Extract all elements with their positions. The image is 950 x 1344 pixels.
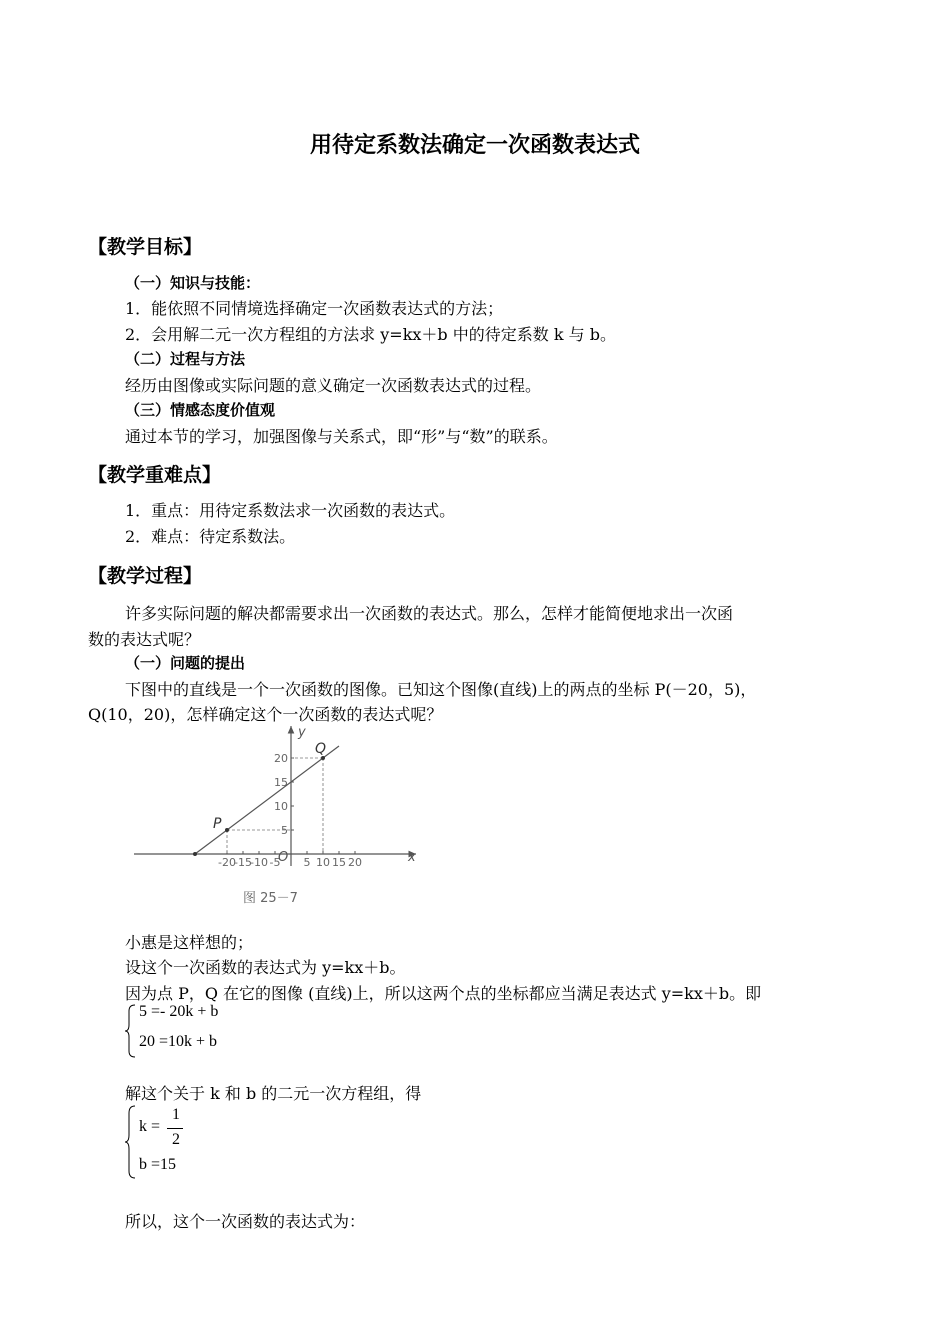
problem-heading: （一）问题的提出 xyxy=(125,654,246,672)
key-point-item-1: 1．重点：用待定系数法求一次函数的表达式。 xyxy=(125,501,456,520)
point-p xyxy=(225,828,229,832)
x-tick-label: 15 xyxy=(332,856,346,869)
y-tick-label: 20 xyxy=(274,752,288,765)
process-method-heading: （二）过程与方法 xyxy=(125,350,246,368)
x-tick-label: 20 xyxy=(348,856,362,869)
key-point-item-2: 2．难点：待定系数法。 xyxy=(125,527,296,546)
left-brace-icon xyxy=(125,1003,137,1059)
x-intercept-point xyxy=(193,852,197,856)
x-tick-label: 5 xyxy=(303,856,311,869)
k-denominator: 2 xyxy=(172,1131,180,1148)
knowledge-item-2: 2．会用解二元一次方程组的方法求 y=kx＋b 中的待定系数 k 与 b。 xyxy=(125,325,616,344)
system-1-equation-1: 5 =- 20k + b xyxy=(139,1003,219,1020)
attitude-text: 通过本节的学习，加强图像与关系式，即“形”与“数”的联系。 xyxy=(125,427,558,446)
equation-system-1 xyxy=(125,1003,345,1059)
page-title: 用待定系数法确定一次函数表达式 xyxy=(309,133,640,158)
knowledge-item-1: 1．能依照不同情境选择确定一次函数表达式的方法； xyxy=(125,299,504,318)
x-tick-label: -5 xyxy=(269,856,281,869)
solution-line-3: 因为点 P，Q 在它的图像 (直线)上，所以这两个点的坐标都应当满足表达式 y=kx＋b。即 xyxy=(125,984,762,1003)
y-axis-label: y xyxy=(298,725,306,740)
left-brace-icon xyxy=(125,1104,137,1180)
x-tick-label: -15 xyxy=(234,856,252,869)
linear-function-figure xyxy=(128,724,428,914)
y-tick-label: 5 xyxy=(281,824,288,837)
process-heading: 【教学过程】 xyxy=(88,565,203,587)
conclusion-text: 所以，这个一次函数的表达式为： xyxy=(125,1212,366,1231)
y-tick-label: 10 xyxy=(274,800,288,813)
point-p-label: P xyxy=(213,816,222,832)
solve-text: 解这个关于 k 和 b 的二元一次方程组，得 xyxy=(125,1084,422,1103)
point-q-label: Q xyxy=(315,741,327,757)
origin-label: O xyxy=(278,850,289,865)
problem-line-1: 下图中的直线是一个一次函数的图像。已知这个图像(直线)上的两点的坐标 P(－20，5)， xyxy=(125,680,757,699)
fraction-bar xyxy=(167,1128,183,1129)
x-tick-label: -20 xyxy=(218,856,236,869)
solution-line-1: 小惠是这样想的； xyxy=(125,933,254,952)
figure-caption: 图 25－7 xyxy=(243,891,298,906)
key-points-heading: 【教学重难点】 xyxy=(88,464,222,486)
attitude-heading: （三）情感态度价值观 xyxy=(125,401,276,419)
problem-line-2: Q(10，20)，怎样确定这个一次函数的表达式呢？ xyxy=(88,705,443,724)
x-axis-label: x xyxy=(408,850,416,865)
process-intro-line-1: 许多实际问题的解决都需要求出一次函数的表达式。那么，怎样才能简便地求出一次函 xyxy=(125,604,734,623)
process-method-text: 经历由图像或实际问题的意义确定一次函数表达式的过程。 xyxy=(125,376,542,395)
function-line xyxy=(195,746,339,854)
system-2-equation-2: b =15 xyxy=(139,1156,177,1173)
process-intro-line-2: 数的表达式呢？ xyxy=(88,630,201,649)
solution-line-2: 设这个一次函数的表达式为 y=kx＋b。 xyxy=(125,958,406,977)
x-tick-label: -10 xyxy=(250,856,268,869)
system-1-equation-2: 20 =10k + b xyxy=(139,1033,218,1050)
equation-system-2 xyxy=(125,1104,345,1180)
k-numerator: 1 xyxy=(172,1106,180,1123)
y-tick-label: 15 xyxy=(274,776,288,789)
knowledge-heading: （一）知识与技能： xyxy=(125,274,261,292)
k-prefix: k = xyxy=(139,1118,161,1135)
x-tick-label: 10 xyxy=(316,856,330,869)
goals-heading: 【教学目标】 xyxy=(88,236,203,258)
